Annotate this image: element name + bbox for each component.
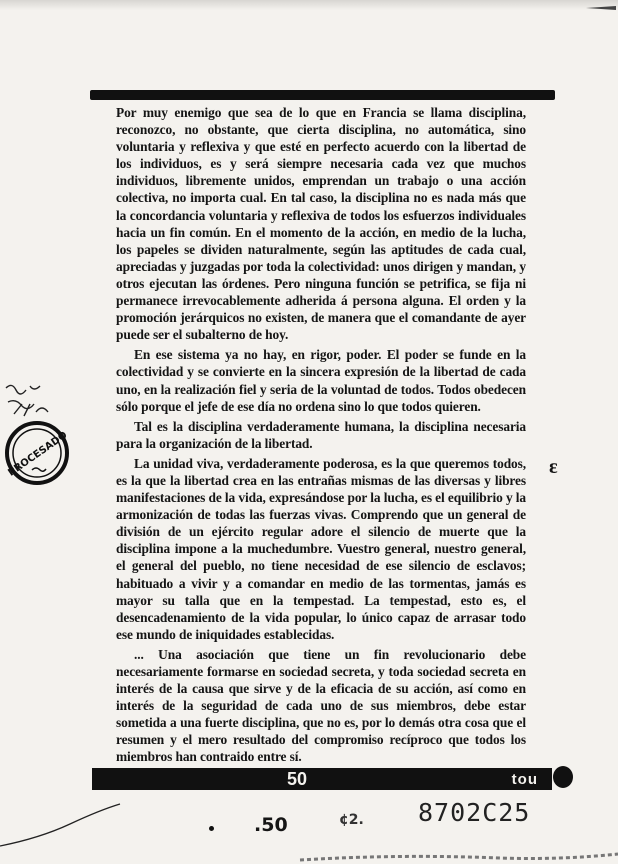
paragraph: ... Una asociación que tiene un fin revolucionario debe necesariamente formarse en sociedad secreta, y toda sociedad secreta en interés de la causa que sirve y de la eficacia de su acción, así como en interés de la seguridad de cada uno de sus miembros, debe estar sometida a una fuerte disciplina, que no es, por lo demás otra cosa que el resumen y el mero resultado del compromiso recíproco que todos los miembros han contraido entre sí. [116, 646, 526, 765]
paragraph: Tal es la disciplina verdaderamente humana, la disciplina necesaria para la organización de la libertad. [116, 418, 526, 451]
processed-stamp [2, 418, 72, 488]
footer-page-number: .50 [254, 814, 288, 836]
ink-blot [553, 766, 573, 788]
paragraph: En ese sistema ya no hay, en rigor, poder. El poder se funde en la colectividad y se convierte en la sincera expresión de la libertad de cada uno, en la realización fiel y seria de la voluntad de todos. Todos obedecen sólo porque el jefe de ese día no ordena sino lo que todos quieren. [116, 347, 526, 414]
paragraph: La unidad viva, verdaderamente poderosa, es la que queremos todos, es la que la libertad crea en las entrañas mismas de las diversas y libres manifestaciones de la vida, expresándose por la lucha, es el equilibrio y la armonización de todas las fuerzas vivas. Comprendo que un general de división de un ejército regular adore el silencio de muerte que la disciplina impone a la muchedumbre. Vuestro general, nuestro general, el general del pueblo, no tiene necesidad de ese silencio de esclavos; habituado a vivir y a comandar en medio de las tormentas, jamás es mayor su talla que en la tempestad. La tempestad, esto es, el desencadenamiento de la vida popular, lo único capaz de arrasar todo ese mundo de iniquidades establecidas. [116, 455, 527, 642]
footer-bar [92, 768, 552, 790]
article-body [116, 104, 526, 769]
scan-mark-top-right [586, 4, 616, 12]
stamp-label: PROCESADO [6, 429, 70, 479]
footer-bar-page-number: 50 [287, 769, 308, 789]
top-rule-bar [90, 90, 555, 100]
footer-mark: ¢2. [339, 812, 364, 828]
margin-glyph: ɛ [549, 456, 558, 478]
paragraph: Por muy enemigo que sea de lo que en Francia se llama disciplina, reconozco, no obstante, que cierta disciplina, no automática, sino voluntaria y reflexiva y que esté en perfecto acuerdo con la libertad de los individuos, es y será siempre necesaria cada vez que muchos individuos, libremente unidos, emprendan un trabajo o una acción colectiva, no importa cual. En tal caso, la disciplina no es nada más que la concordancia voluntaria y reflexiva de todos los esfuerzos individuales hacia un fin común. En el momento de la acción, en medio de la lucha, los papeles se dividen naturalmente, según las aptitudes de cada cual, apreciadas y juzgadas por toda la colectividad: unos dirigen y mandan, y otros ejecutan las órdenes. Pero ninguna función se petrifica, se fija ni permanece irrevocablemente adherida á persona alguna. El orden y la promoción jerárquicos no existen, de manera que el comandante de ayer puede ser el subalterno de hoy. [116, 105, 526, 343]
footer-bar-tag: tou [511, 771, 538, 788]
ink-dot [209, 826, 214, 831]
archive-code: 8702C25 [418, 798, 531, 827]
scan-edge [0, 0, 618, 10]
